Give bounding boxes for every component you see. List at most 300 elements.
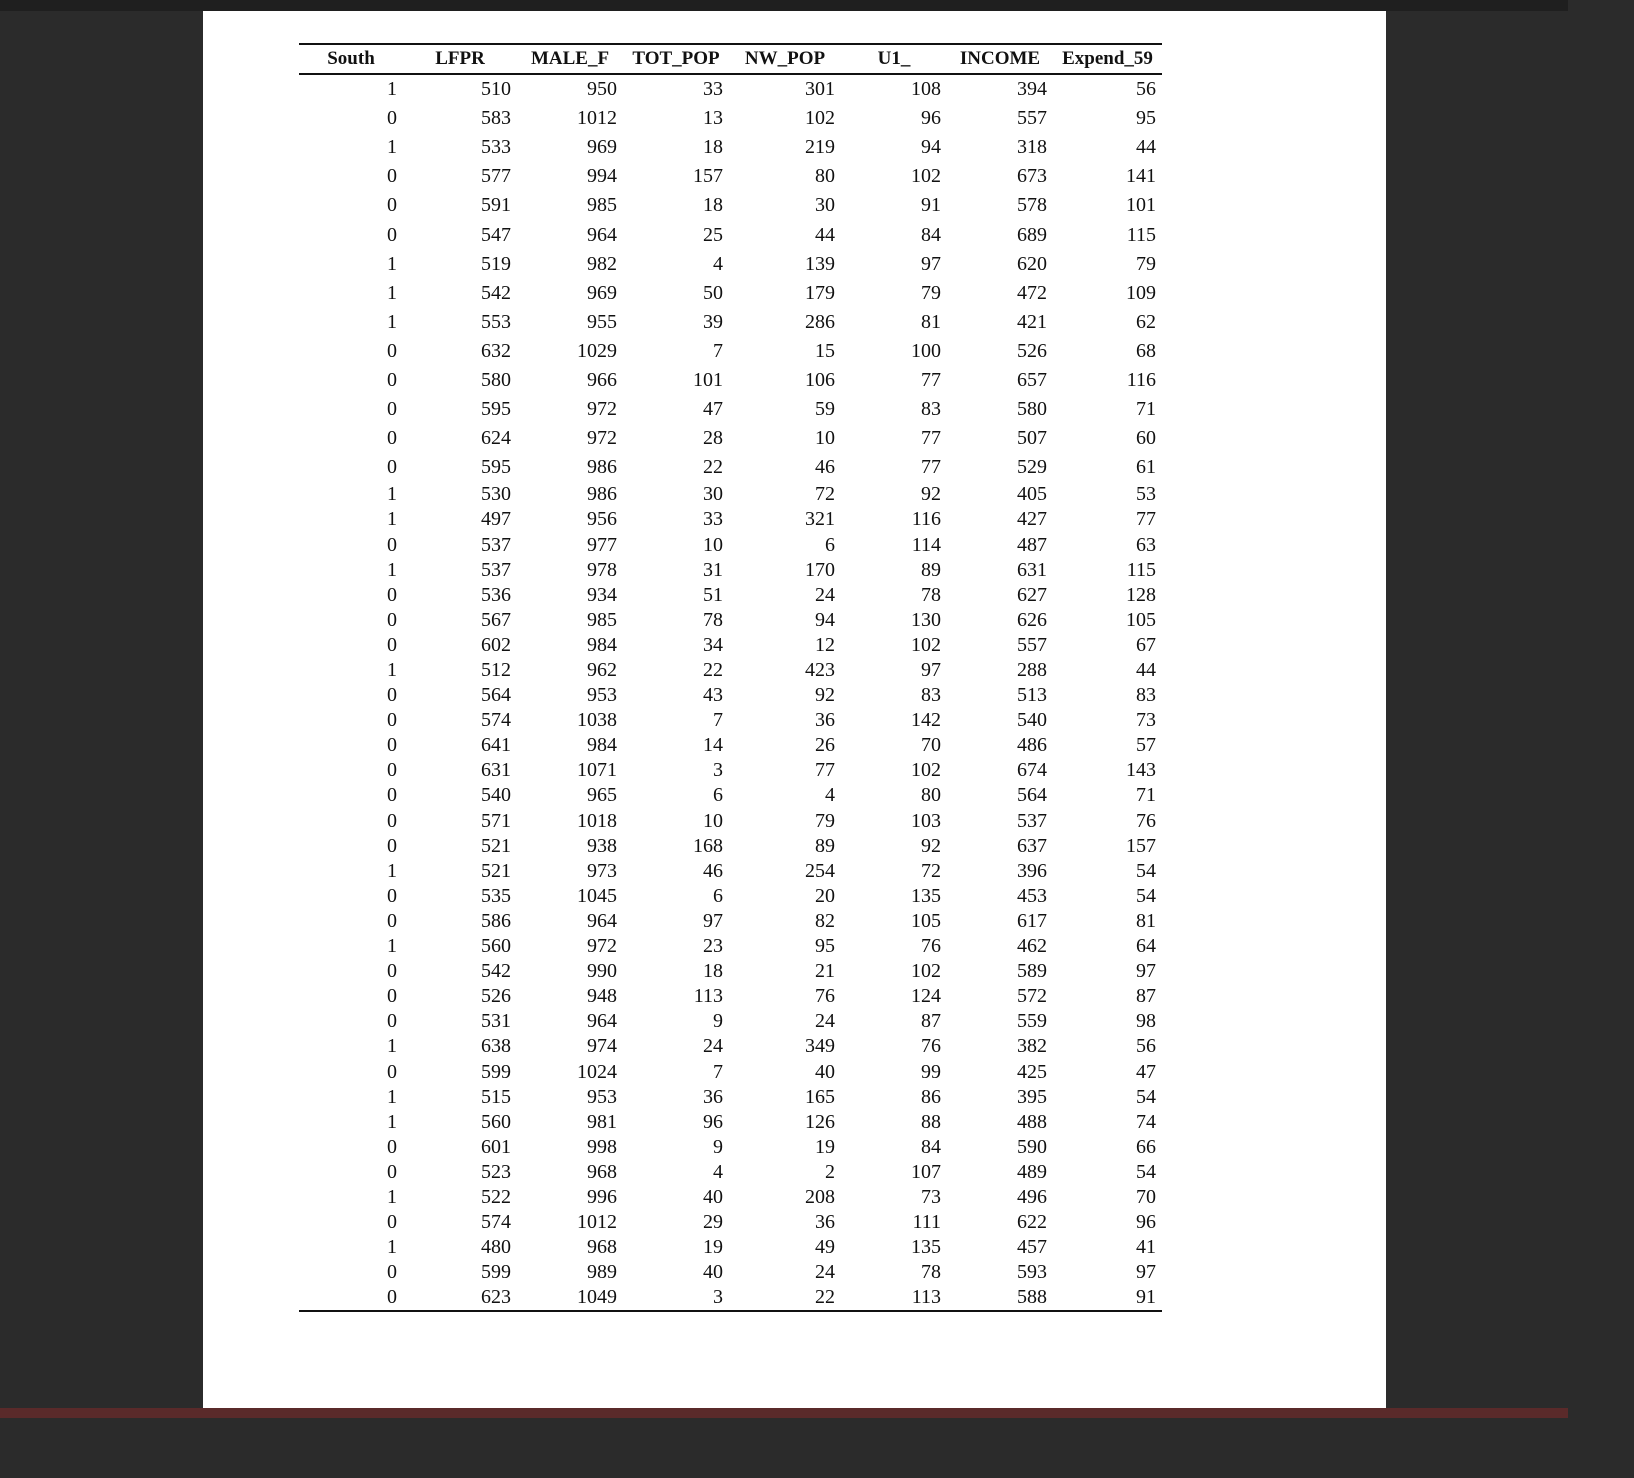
table-cell: 0	[387, 107, 397, 130]
table-cell: 0	[387, 1135, 397, 1158]
table-cell: 1049	[577, 1286, 617, 1309]
table-cell: 103	[911, 809, 941, 832]
table-cell: 601	[481, 1135, 511, 1158]
data-table-container	[299, 43, 1162, 1312]
table-cell: 179	[805, 281, 835, 304]
table-cell: 574	[481, 1211, 511, 1234]
table-cell: 638	[481, 1035, 511, 1058]
table-row	[299, 583, 1162, 608]
table-cell: 956	[587, 508, 617, 531]
table-cell: 1	[387, 1236, 397, 1259]
table-cell: 67	[1136, 633, 1156, 656]
table-cell: 1	[387, 252, 397, 275]
table-cell: 572	[1017, 985, 1047, 1008]
table-cell: 66	[1136, 1135, 1156, 1158]
table-cell: 100	[911, 339, 941, 362]
table-cell: 969	[587, 136, 617, 159]
table-cell: 97	[921, 659, 941, 682]
table-cell: 0	[387, 165, 397, 188]
table-cell: 950	[587, 78, 617, 101]
table-cell: 595	[481, 456, 511, 479]
table-row	[299, 809, 1162, 834]
table-cell: 627	[1017, 583, 1047, 606]
table-cell: 1	[387, 859, 397, 882]
table-cell: 602	[481, 633, 511, 656]
column-header: NW_POP	[744, 48, 826, 69]
table-cell: 78	[703, 608, 723, 631]
table-cell: 79	[1136, 252, 1156, 275]
table-cell: 94	[921, 136, 941, 159]
table-cell: 1012	[577, 107, 617, 130]
table-cell: 969	[587, 281, 617, 304]
table-cell: 496	[1017, 1185, 1047, 1208]
data-table	[299, 43, 1162, 1312]
table-cell: 34	[703, 633, 723, 656]
table-cell: 622	[1017, 1211, 1047, 1234]
table-cell: 99	[921, 1060, 941, 1083]
table-cell: 1	[387, 1085, 397, 1108]
table-cell: 113	[911, 1286, 941, 1309]
table-cell: 77	[921, 456, 941, 479]
table-cell: 3	[713, 759, 723, 782]
table-cell: 70	[921, 734, 941, 757]
table-cell: 101	[1126, 194, 1156, 217]
table-cell: 512	[481, 659, 511, 682]
background-strip	[0, 1408, 1568, 1418]
table-row	[299, 133, 1162, 162]
table-cell: 22	[703, 456, 723, 479]
table-cell: 673	[1017, 165, 1047, 188]
table-cell: 12	[815, 633, 835, 656]
table-cell: 537	[1017, 809, 1047, 832]
table-cell: 78	[921, 1261, 941, 1284]
table-cell: 115	[1126, 223, 1156, 246]
table-row	[299, 250, 1162, 279]
table-cell: 953	[587, 684, 617, 707]
table-cell: 515	[481, 1085, 511, 1108]
table-cell: 96	[921, 107, 941, 130]
table-cell: 989	[587, 1261, 617, 1284]
table-cell: 56	[1136, 78, 1156, 101]
table-cell: 962	[587, 659, 617, 682]
table-cell: 47	[703, 398, 723, 421]
table-row	[299, 1059, 1162, 1084]
table-cell: 170	[805, 558, 835, 581]
table-cell: 631	[481, 759, 511, 782]
table-cell: 591	[481, 194, 511, 217]
table-row	[299, 220, 1162, 249]
table-cell: 33	[703, 78, 723, 101]
table-cell: 540	[1017, 709, 1047, 732]
table-cell: 56	[1136, 1035, 1156, 1058]
table-cell: 1	[387, 281, 397, 304]
table-cell: 15	[815, 339, 835, 362]
table-cell: 4	[713, 252, 723, 275]
table-cell: 985	[587, 608, 617, 631]
table-cell: 91	[1136, 1286, 1156, 1309]
table-cell: 580	[1017, 398, 1047, 421]
table-cell: 43	[703, 684, 723, 707]
table-cell: 114	[911, 533, 941, 556]
table-cell: 10	[703, 533, 723, 556]
table-cell: 102	[911, 165, 941, 188]
table-cell: 973	[587, 859, 617, 882]
table-cell: 1	[387, 1185, 397, 1208]
table-cell: 286	[805, 310, 835, 333]
table-cell: 135	[911, 1236, 941, 1259]
table-cell: 36	[815, 709, 835, 732]
table-cell: 95	[1136, 107, 1156, 130]
table-row	[299, 162, 1162, 191]
table-cell: 168	[693, 834, 723, 857]
table-cell: 488	[1017, 1110, 1047, 1133]
table-cell: 689	[1017, 223, 1047, 246]
table-row	[299, 934, 1162, 959]
table-cell: 97	[1136, 960, 1156, 983]
table-row	[299, 708, 1162, 733]
table-cell: 507	[1017, 427, 1047, 450]
table-cell: 934	[587, 583, 617, 606]
table-cell: 972	[587, 935, 617, 958]
table-cell: 102	[911, 633, 941, 656]
table-cell: 29	[703, 1211, 723, 1234]
table-row	[299, 337, 1162, 366]
table-cell: 557	[1017, 107, 1047, 130]
table-row	[299, 482, 1162, 507]
table-row	[299, 783, 1162, 808]
table-cell: 0	[387, 734, 397, 757]
table-cell: 70	[1136, 1185, 1156, 1208]
table-cell: 624	[481, 427, 511, 450]
table-cell: 124	[911, 985, 941, 1008]
table-cell: 1012	[577, 1211, 617, 1234]
table-cell: 593	[1017, 1261, 1047, 1284]
table-cell: 77	[921, 368, 941, 391]
table-row	[299, 909, 1162, 934]
table-cell: 61	[1136, 456, 1156, 479]
table-cell: 40	[703, 1261, 723, 1284]
table-row	[299, 453, 1162, 482]
table-cell: 49	[815, 1236, 835, 1259]
column-header: LFPR	[435, 48, 485, 69]
table-cell: 63	[1136, 533, 1156, 556]
table-cell: 981	[587, 1110, 617, 1133]
table-cell: 76	[815, 985, 835, 1008]
table-cell: 938	[587, 834, 617, 857]
table-cell: 453	[1017, 884, 1047, 907]
table-cell: 577	[481, 165, 511, 188]
table-cell: 560	[481, 935, 511, 958]
table-row	[299, 1085, 1162, 1110]
table-cell: 526	[481, 985, 511, 1008]
table-cell: 955	[587, 310, 617, 333]
table-cell: 24	[815, 583, 835, 606]
table-cell: 97	[921, 252, 941, 275]
table-cell: 510	[481, 78, 511, 101]
table-cell: 142	[911, 709, 941, 732]
table-cell: 113	[693, 985, 723, 1008]
table-row	[299, 959, 1162, 984]
table-cell: 97	[703, 909, 723, 932]
table-row	[299, 633, 1162, 658]
table-cell: 82	[815, 909, 835, 932]
table-cell: 87	[1136, 985, 1156, 1008]
table-cell: 487	[1017, 533, 1047, 556]
table-cell: 0	[387, 784, 397, 807]
table-cell: 537	[481, 533, 511, 556]
table-cell: 0	[387, 1286, 397, 1309]
table-cell: 977	[587, 533, 617, 556]
table-cell: 405	[1017, 483, 1047, 506]
table-cell: 489	[1017, 1160, 1047, 1183]
table-row	[299, 1185, 1162, 1210]
table-cell: 105	[911, 909, 941, 932]
table-cell: 36	[703, 1085, 723, 1108]
table-cell: 964	[587, 223, 617, 246]
table-cell: 89	[815, 834, 835, 857]
table-cell: 0	[387, 608, 397, 631]
table-cell: 523	[481, 1160, 511, 1183]
table-cell: 2	[825, 1160, 835, 1183]
table-cell: 84	[921, 1135, 941, 1158]
column-header: Expend_59	[1062, 48, 1153, 69]
table-cell: 101	[693, 368, 723, 391]
table-cell: 588	[1017, 1286, 1047, 1309]
table-cell: 0	[387, 456, 397, 479]
table-cell: 998	[587, 1135, 617, 1158]
table-row	[299, 507, 1162, 532]
table-cell: 641	[481, 734, 511, 757]
table-cell: 1	[387, 1035, 397, 1058]
column-header: INCOME	[959, 48, 1041, 69]
table-cell: 537	[481, 558, 511, 581]
table-cell: 47	[1136, 1060, 1156, 1083]
table-cell: 97	[1136, 1261, 1156, 1284]
table-cell: 157	[693, 165, 723, 188]
table-cell: 0	[387, 223, 397, 246]
table-cell: 586	[481, 909, 511, 932]
table-cell: 620	[1017, 252, 1047, 275]
table-cell: 106	[805, 368, 835, 391]
table-cell: 965	[587, 784, 617, 807]
table-cell: 126	[805, 1110, 835, 1133]
table-cell: 143	[1126, 759, 1156, 782]
table-cell: 425	[1017, 1060, 1047, 1083]
table-cell: 40	[815, 1060, 835, 1083]
table-cell: 953	[587, 1085, 617, 1108]
table-cell: 72	[921, 859, 941, 882]
table-cell: 73	[1136, 709, 1156, 732]
table-cell: 24	[815, 1261, 835, 1284]
table-cell: 1	[387, 935, 397, 958]
table-cell: 4	[825, 784, 835, 807]
table-row	[299, 1160, 1162, 1185]
table-cell: 968	[587, 1160, 617, 1183]
table-cell: 76	[1136, 809, 1156, 832]
table-cell: 20	[815, 884, 835, 907]
table-cell: 394	[1017, 78, 1047, 101]
table-cell: 0	[387, 398, 397, 421]
table-cell: 382	[1017, 1035, 1047, 1058]
table-row	[299, 1110, 1162, 1135]
table-cell: 30	[703, 483, 723, 506]
table-body	[299, 74, 1162, 1311]
table-cell: 51	[703, 583, 723, 606]
table-cell: 529	[1017, 456, 1047, 479]
table-cell: 46	[703, 859, 723, 882]
table-cell: 74	[1136, 1110, 1156, 1133]
table-cell: 564	[481, 684, 511, 707]
table-row	[299, 733, 1162, 758]
table-cell: 102	[911, 759, 941, 782]
table-cell: 57	[1136, 734, 1156, 757]
table-cell: 1045	[577, 884, 617, 907]
table-cell: 0	[387, 1211, 397, 1234]
table-cell: 79	[815, 809, 835, 832]
table-cell: 318	[1017, 136, 1047, 159]
table-cell: 53	[1136, 483, 1156, 506]
table-cell: 94	[815, 608, 835, 631]
table-cell: 60	[1136, 427, 1156, 450]
table-cell: 536	[481, 583, 511, 606]
table-cell: 24	[815, 1010, 835, 1033]
table-cell: 92	[815, 684, 835, 707]
table-cell: 674	[1017, 759, 1047, 782]
table-cell: 288	[1017, 659, 1047, 682]
table-row	[299, 683, 1162, 708]
table-cell: 102	[805, 107, 835, 130]
table-cell: 396	[1017, 859, 1047, 882]
table-cell: 617	[1017, 909, 1047, 932]
table-cell: 84	[921, 223, 941, 246]
table-cell: 1	[387, 136, 397, 159]
table-row	[299, 834, 1162, 859]
table-cell: 457	[1017, 1236, 1047, 1259]
table-row	[299, 395, 1162, 424]
table-cell: 7	[713, 1060, 723, 1083]
table-cell: 89	[921, 558, 941, 581]
table-cell: 208	[805, 1185, 835, 1208]
table-cell: 128	[1126, 583, 1156, 606]
table-row	[299, 366, 1162, 395]
table-cell: 1	[387, 1110, 397, 1133]
table-cell: 978	[587, 558, 617, 581]
table-cell: 44	[1136, 136, 1156, 159]
table-cell: 95	[815, 935, 835, 958]
table-cell: 553	[481, 310, 511, 333]
table-cell: 623	[481, 1286, 511, 1309]
table-cell: 6	[825, 533, 835, 556]
table-cell: 64	[1136, 935, 1156, 958]
table-cell: 9	[713, 1135, 723, 1158]
table-cell: 966	[587, 368, 617, 391]
table-cell: 984	[587, 734, 617, 757]
table-cell: 972	[587, 398, 617, 421]
table-cell: 626	[1017, 608, 1047, 631]
table-cell: 76	[921, 1035, 941, 1058]
table-cell: 1029	[577, 339, 617, 362]
table-row	[299, 658, 1162, 683]
table-cell: 111	[912, 1211, 941, 1234]
table-header-row	[299, 44, 1162, 74]
table-cell: 1024	[577, 1060, 617, 1083]
table-cell: 0	[387, 583, 397, 606]
table-cell: 521	[481, 834, 511, 857]
column-header: TOT_POP	[632, 48, 720, 69]
table-row	[299, 104, 1162, 133]
table-cell: 996	[587, 1185, 617, 1208]
table-cell: 972	[587, 427, 617, 450]
table-row	[299, 279, 1162, 308]
table-cell: 535	[481, 884, 511, 907]
table-cell: 0	[387, 339, 397, 362]
table-cell: 91	[921, 194, 941, 217]
table-cell: 521	[481, 859, 511, 882]
table-cell: 0	[387, 633, 397, 656]
table-cell: 10	[703, 809, 723, 832]
table-cell: 564	[1017, 784, 1047, 807]
table-cell: 76	[921, 935, 941, 958]
column-header: U1_	[877, 48, 911, 69]
table-cell: 7	[713, 709, 723, 732]
table-cell: 71	[1136, 398, 1156, 421]
table-cell: 0	[387, 1060, 397, 1083]
table-cell: 23	[703, 935, 723, 958]
table-cell: 567	[481, 608, 511, 631]
table-cell: 41	[1136, 1236, 1156, 1259]
table-cell: 1	[387, 310, 397, 333]
table-cell: 542	[481, 281, 511, 304]
table-cell: 7	[713, 339, 723, 362]
table-cell: 1	[387, 483, 397, 506]
table-cell: 472	[1017, 281, 1047, 304]
table-cell: 165	[805, 1085, 835, 1108]
table-cell: 530	[481, 483, 511, 506]
table-cell: 54	[1136, 1160, 1156, 1183]
table-cell: 46	[815, 456, 835, 479]
table-cell: 522	[481, 1185, 511, 1208]
table-cell: 54	[1136, 1085, 1156, 1108]
table-cell: 83	[1136, 684, 1156, 707]
table-cell: 557	[1017, 633, 1047, 656]
table-cell: 141	[1126, 165, 1156, 188]
table-cell: 497	[481, 508, 511, 531]
table-cell: 135	[911, 884, 941, 907]
table-cell: 986	[587, 483, 617, 506]
table-cell: 6	[713, 784, 723, 807]
table-cell: 92	[921, 834, 941, 857]
table-cell: 421	[1017, 310, 1047, 333]
table-cell: 540	[481, 784, 511, 807]
table-cell: 974	[587, 1035, 617, 1058]
table-cell: 10	[815, 427, 835, 450]
table-cell: 33	[703, 508, 723, 531]
table-cell: 1038	[577, 709, 617, 732]
table-cell: 595	[481, 398, 511, 421]
table-cell: 77	[1136, 508, 1156, 531]
table-cell: 994	[587, 165, 617, 188]
table-cell: 574	[481, 709, 511, 732]
table-cell: 583	[481, 107, 511, 130]
table-row	[299, 1210, 1162, 1235]
table-cell: 96	[1136, 1211, 1156, 1234]
table-cell: 50	[703, 281, 723, 304]
table-cell: 6	[713, 884, 723, 907]
table-cell: 395	[1017, 1085, 1047, 1108]
table-cell: 54	[1136, 859, 1156, 882]
table-cell: 559	[1017, 1010, 1047, 1033]
table-row	[299, 1260, 1162, 1285]
